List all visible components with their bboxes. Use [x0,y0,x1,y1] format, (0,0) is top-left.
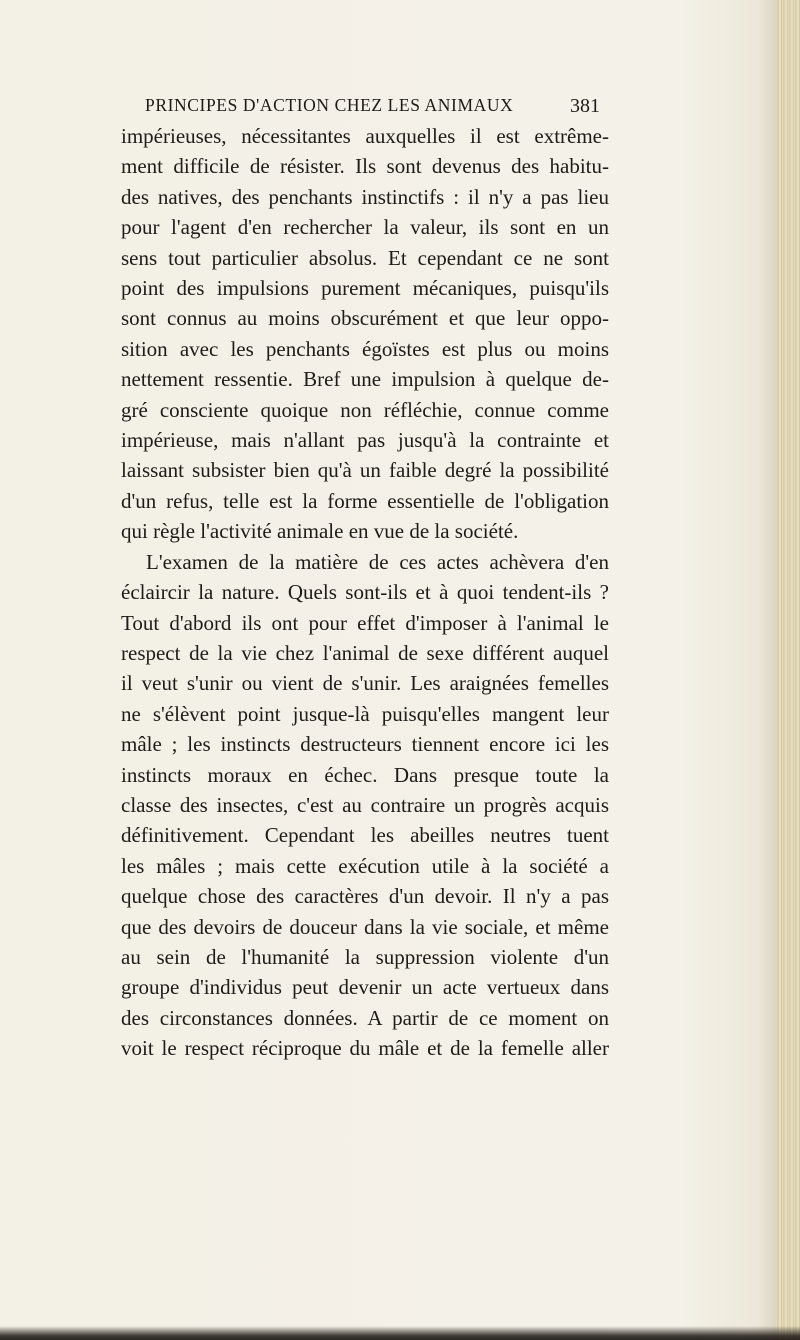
text-line: classe des insectes, c'est au contraire un progrès acquis [121,792,609,817]
text-line: impérieuse, mais n'allant pas jusqu'à la contrainte et [121,428,609,453]
text-line: instincts moraux en échec. Dans presque toute la [121,762,609,787]
text-line: respect de la vie chez l'animal de sexe différent auquel [121,640,609,665]
body-text [121,121,609,1064]
text-line: Tout d'abord ils ont pour effet d'imposer à l'animal le [121,610,609,635]
page-bottom-edge [0,1326,800,1340]
text-line: sens tout particulier absolus. Et cependant ce ne sont [121,245,609,270]
page-gutter-shadow [758,0,778,1340]
text-line: des circonstances données. A partir de ce moment on [121,1005,609,1030]
text-line: sition avec les penchants égoïstes est plus ou moins [121,336,609,361]
page-header [145,95,600,119]
text-line: voit le respect réciproque du mâle et de la femelle aller [121,1036,609,1061]
text-line: que des devoirs de douceur dans la vie sociale, et même [121,914,609,939]
text-line: L'examen de la matière de ces actes achèvera d'en [146,549,609,574]
text-line: gré consciente quoique non réfléchie, connue comme [121,397,609,422]
text-line: d'un refus, telle est la forme essentielle de l'obligation [121,488,609,513]
text-line: point des impulsions purement mécaniques, puisqu'ils [121,276,609,301]
text-line: au sein de l'humanité la suppression violente d'un [121,944,609,969]
text-line: définitivement. Cependant les abeilles neutres tuent [121,823,609,848]
text-line: qui règle l'activité animale en vue de la société. [121,519,519,544]
text-line: quelque chose des caractères d'un devoir. Il n'y a pas [121,884,609,909]
text-line: éclaircir la nature. Quels sont-ils et à quoi tendent-ils ? [121,580,609,605]
page-number: 381 [570,95,600,117]
text-line: pour l'agent d'en rechercher la valeur, ils sont en un [121,215,609,240]
text-line: impérieuses, nécessitantes auxquelles il est extrême- [121,124,609,148]
text-line: mâle ; les instincts destructeurs tiennent encore ici les [121,732,609,757]
text-line: groupe d'individus peut devenir un acte vertueux dans [121,975,609,1000]
text-line: ment difficile de résister. Ils sont devenus des habitu- [121,154,609,179]
running-title: PRINCIPES D'ACTION CHEZ LES ANIMAUX [145,95,514,115]
text-line: sont connus au moins obscurément et que leur oppo- [121,306,609,331]
text-line: ne s'élèvent point jusque-là puisqu'elles mangent leur [121,701,609,726]
page-stack-edge [776,0,800,1340]
text-line: les mâles ; mais cette exécution utile à la société a [121,853,609,878]
text-line: nettement ressentie. Bref une impulsion à quelque de- [121,367,609,392]
text-line: il veut s'unir ou vient de s'unir. Les araignées femelles [121,671,609,696]
text-line: laissant subsister bien qu'à un faible degré la possibilité [121,458,609,483]
text-line: des natives, des penchants instinctifs : il n'y a pas lieu [121,184,609,209]
